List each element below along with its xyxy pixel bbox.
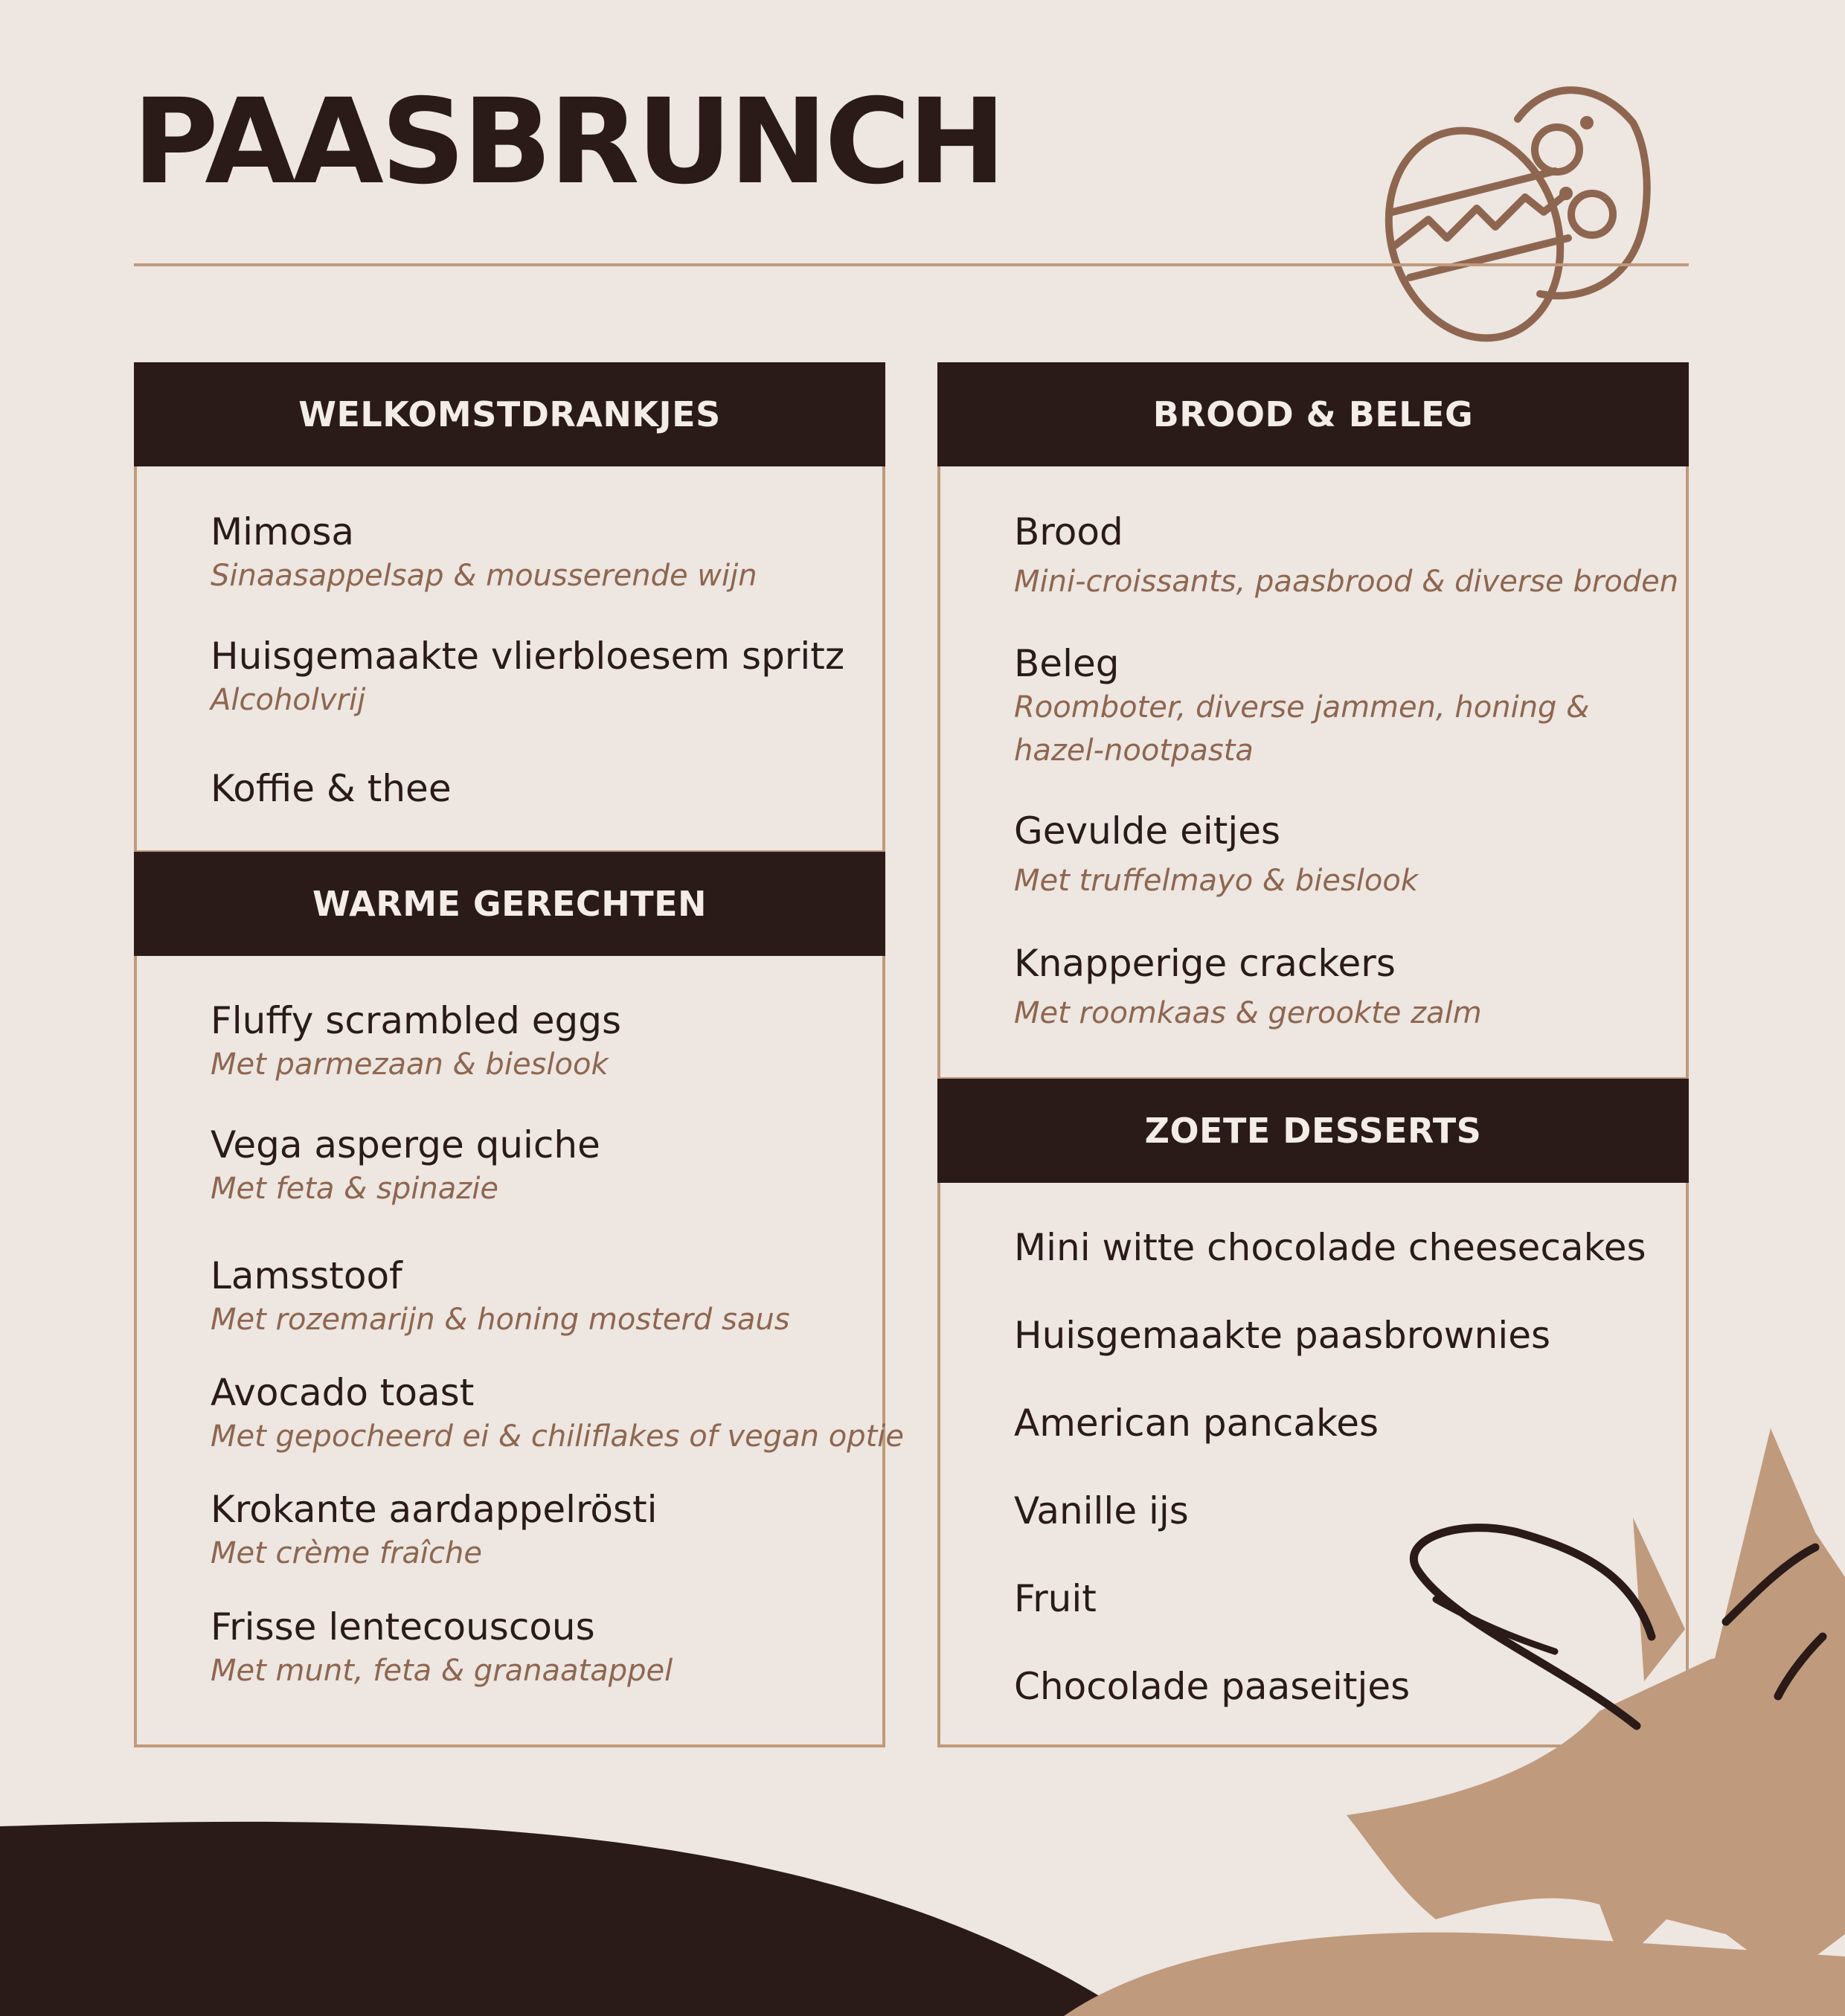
- item-description: Mini-croissants, paasbrood & diverse broden: [1014, 565, 1679, 599]
- menu-item: [211, 1373, 904, 1458]
- easter-eggs-icon: [1376, 78, 1659, 353]
- item-name: Lamsstoof: [211, 1254, 402, 1297]
- item-name: Huisgemaakte vlierbloesem spritz: [211, 635, 845, 678]
- item-description: Met munt, feta & granaatappel: [211, 1654, 673, 1688]
- title-divider: [134, 263, 1689, 266]
- menu-item: [1014, 1403, 1379, 1444]
- item-name: Avocado toast: [211, 1371, 475, 1414]
- section-header-desserts: ZOETE DESSERTS: [937, 1079, 1689, 1183]
- menu-item: [1014, 1579, 1097, 1619]
- menu-item: [1014, 1666, 1410, 1707]
- item-name: American pancakes: [1014, 1402, 1379, 1445]
- menu-item: [1014, 1227, 1646, 1268]
- menu-item: [1014, 811, 1418, 902]
- menu-item: [211, 768, 452, 809]
- menu-item: [211, 1001, 621, 1086]
- item-name: Gevulde eitjes: [1014, 809, 1281, 853]
- menu-item: [1014, 643, 1624, 772]
- item-name: Krokante aardappelrösti: [211, 1488, 658, 1531]
- dark-hill-shape: [0, 1822, 1131, 2016]
- menu-item: [211, 1607, 673, 1692]
- item-description: Met feta & spinazie: [211, 1172, 498, 1206]
- item-name: Vanille ijs: [1014, 1489, 1189, 1532]
- item-name: Brood: [1014, 510, 1123, 553]
- section-header-welkomst: WELKOMSTDRANKJES: [134, 362, 885, 466]
- item-name: Fruit: [1014, 1577, 1097, 1620]
- section-header-warme: WARME GERECHTEN: [134, 852, 885, 956]
- menu-item: [1014, 1315, 1550, 1356]
- item-description: Met crème fraîche: [211, 1536, 482, 1570]
- menu-item: [1014, 1491, 1189, 1532]
- item-name: Chocolade paaseitjes: [1014, 1665, 1411, 1708]
- item-description: Met gepocheerd ei & chiliflakes of vegan optie: [211, 1419, 904, 1454]
- tan-hill-shape: [1064, 1933, 1845, 2016]
- item-description: Sinaasappelsap & mousserende wijn: [211, 559, 757, 593]
- page-title: PAASBRUNCH: [132, 74, 1004, 211]
- item-name: Fluffy scrambled eggs: [211, 999, 622, 1042]
- item-name: Huisgemaakte paasbrownies: [1014, 1314, 1551, 1357]
- menu-item: [1014, 943, 1482, 1035]
- item-name: Frisse lentecouscous: [211, 1605, 595, 1649]
- item-name: Vega asperge quiche: [211, 1123, 600, 1166]
- item-description: Met parmezaan & bieslook: [211, 1047, 609, 1082]
- item-description: Met roomkaas & gerookte zalm: [1014, 996, 1482, 1030]
- item-description: Alcoholvrij: [211, 683, 366, 717]
- menu-item: [211, 636, 844, 722]
- menu-item: [211, 512, 757, 597]
- menu-item: [1014, 512, 1678, 603]
- item-name: Mimosa: [211, 510, 355, 553]
- section-header-brood: BROOD & BELEG: [937, 362, 1689, 466]
- item-name: Mini witte chocolade cheesecakes: [1014, 1226, 1646, 1269]
- item-description: Roomboter, diverse jammen, honing & hazel-nootpasta: [1014, 690, 1590, 768]
- menu-item: [211, 1125, 600, 1210]
- item-name: Koffie & thee: [211, 767, 452, 810]
- item-name: Beleg: [1014, 642, 1120, 685]
- menu-item: [211, 1489, 658, 1575]
- item-description: Met rozemarijn & honing mosterd saus: [211, 1303, 790, 1337]
- item-description: Met truffelmayo & bieslook: [1014, 864, 1419, 898]
- menu-item: [211, 1256, 790, 1341]
- item-name: Knapperige crackers: [1014, 942, 1396, 985]
